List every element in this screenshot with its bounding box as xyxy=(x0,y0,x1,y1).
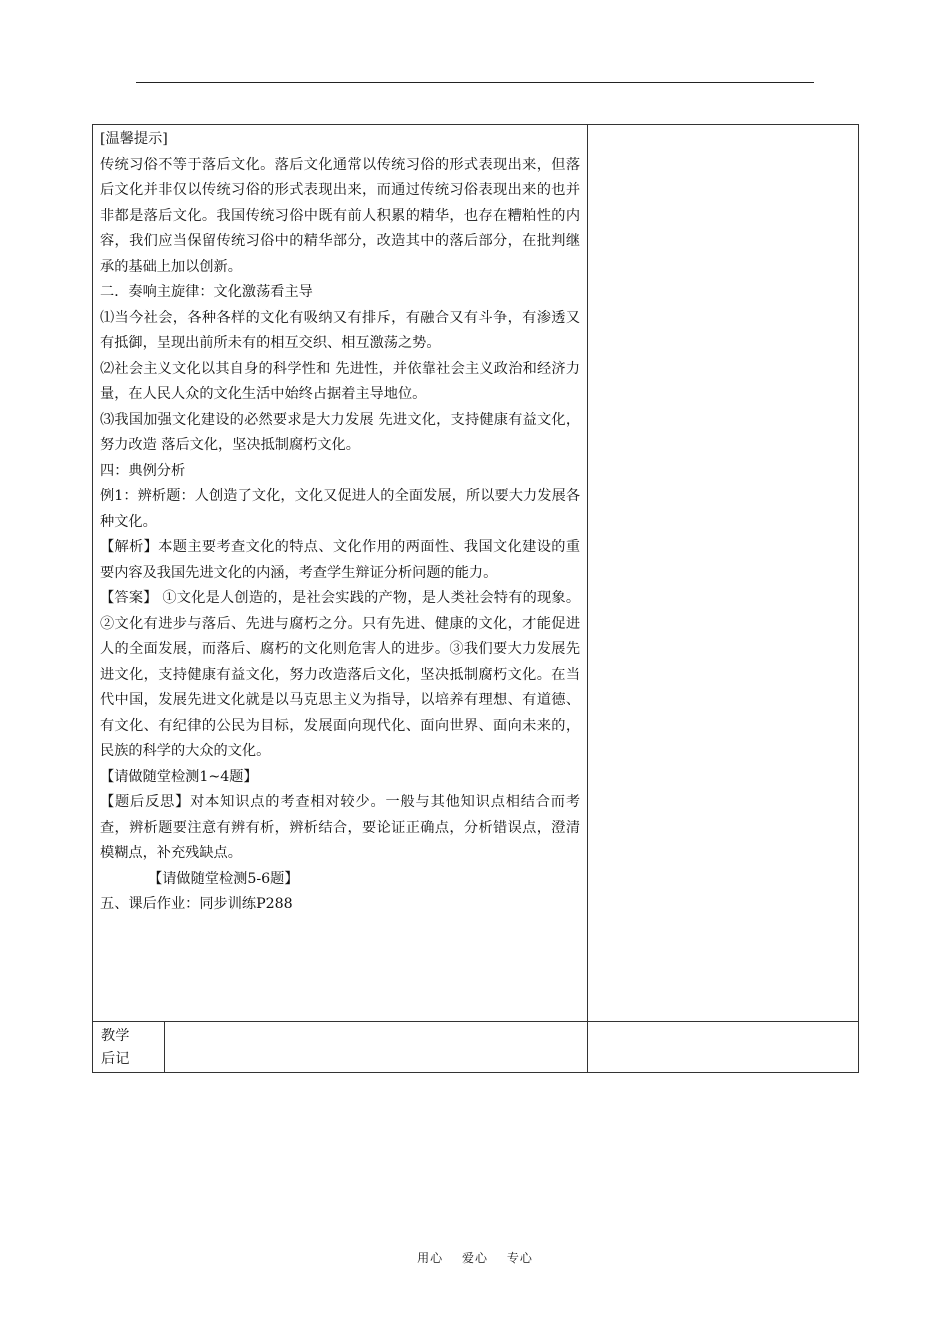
footer-item-2: 爱心 xyxy=(461,1251,488,1265)
point-3: ⑶我国加强文化建设的必然要求是大力发展 先进文化，支持健康有益文化，努力改造 落后文化，坚决抵制腐朽文化。 xyxy=(100,411,581,453)
content-row xyxy=(93,125,859,1022)
teaching-notes-cell-1 xyxy=(165,1022,588,1073)
label-line-1: 教学 xyxy=(101,1028,130,1044)
header-rule xyxy=(136,82,814,83)
footer-item-3: 专心 xyxy=(506,1251,533,1265)
answer: 【答案】 ①文化是人创造的，是社会实践的产物，是人类社会特有的现象。②文化有进步与落后、先进与腐朽之分。只有先进、健康的文化，才能促进人的全面发展，而落后、腐朽的文化则危害人的进步。③我们要大力发展先进文化，支持健康有益文化，努力改造落后文化，坚决抵制腐朽文化。在当代中国，发展先进文化就是以马克思主义为指导，以培养有理想、有道德、有文化、有纪律的公民为目标，发展面向现代化、面向世界、面向未来的，民族的科学的大众的文化。 xyxy=(100,590,581,759)
tip-body: 传统习俗不等于落后文化。落后文化通常以传统习俗的形式表现出来，但落后文化并非仅以传统习俗的形式表现出来，而通过传统习俗表现出来的也并非都是落后文化。我国传统习俗中既有前人积累的精华，也存在糟粕性的内容，我们应当保留传统习俗中的精华部分，改造其中的落后部分，在批判继承的基础上加以创新。 xyxy=(100,156,581,275)
practice-2: 【请做随堂检测5-6题】 xyxy=(148,870,299,887)
lesson-table xyxy=(92,124,859,1073)
teaching-notes-label xyxy=(93,1022,165,1073)
side-notes-cell xyxy=(588,125,859,1022)
homework: 五、课后作业：同步训练P288 xyxy=(100,896,293,912)
analysis: 【解析】本题主要考查文化的特点、文化作用的两面性、我国文化建设的重要内容及我国先进文化的内涵，考查学生辩证分析问题的能力。 xyxy=(100,539,581,581)
section2-title: 二．奏响主旋律：文化激荡看主导 xyxy=(100,284,313,300)
example-1: 例1：辨析题：人创造了文化，文化又促进人的全面发展，所以要大力发展各种文化。 xyxy=(100,488,581,530)
teaching-notes-cell-2 xyxy=(588,1022,859,1073)
content-cell xyxy=(93,125,588,1022)
point-2: ⑵社会主义文化以其自身的科学性和 先进性，并依靠社会主义政治和经济力量，在人民人众的文化生活中始终占据着主导地位。 xyxy=(100,360,581,402)
section4-title: 四：典例分析 xyxy=(100,462,186,479)
footer-row xyxy=(93,1022,859,1073)
reflection: 【题后反思】对本知识点的考查相对较少。一般与其他知识点相结合而考查，辨析题要注意有辨有析，辨析结合，要论证正确点，分析错误点，澄清模糊点，补充残缺点。 xyxy=(100,794,581,861)
footer-item-1: 用心 xyxy=(417,1251,444,1265)
page-footer xyxy=(0,1249,950,1266)
point-1: ⑴当今社会，各种各样的文化有吸纳又有排斥，有融合又有斗争，有渗透又有抵御，呈现出前所未有的相互交织、相互激荡之势。 xyxy=(100,309,581,351)
label-line-2: 后记 xyxy=(101,1051,130,1067)
practice-1: 【请做随堂检测1~4题】 xyxy=(100,768,258,785)
tip-title: [温馨提示] xyxy=(100,131,168,147)
